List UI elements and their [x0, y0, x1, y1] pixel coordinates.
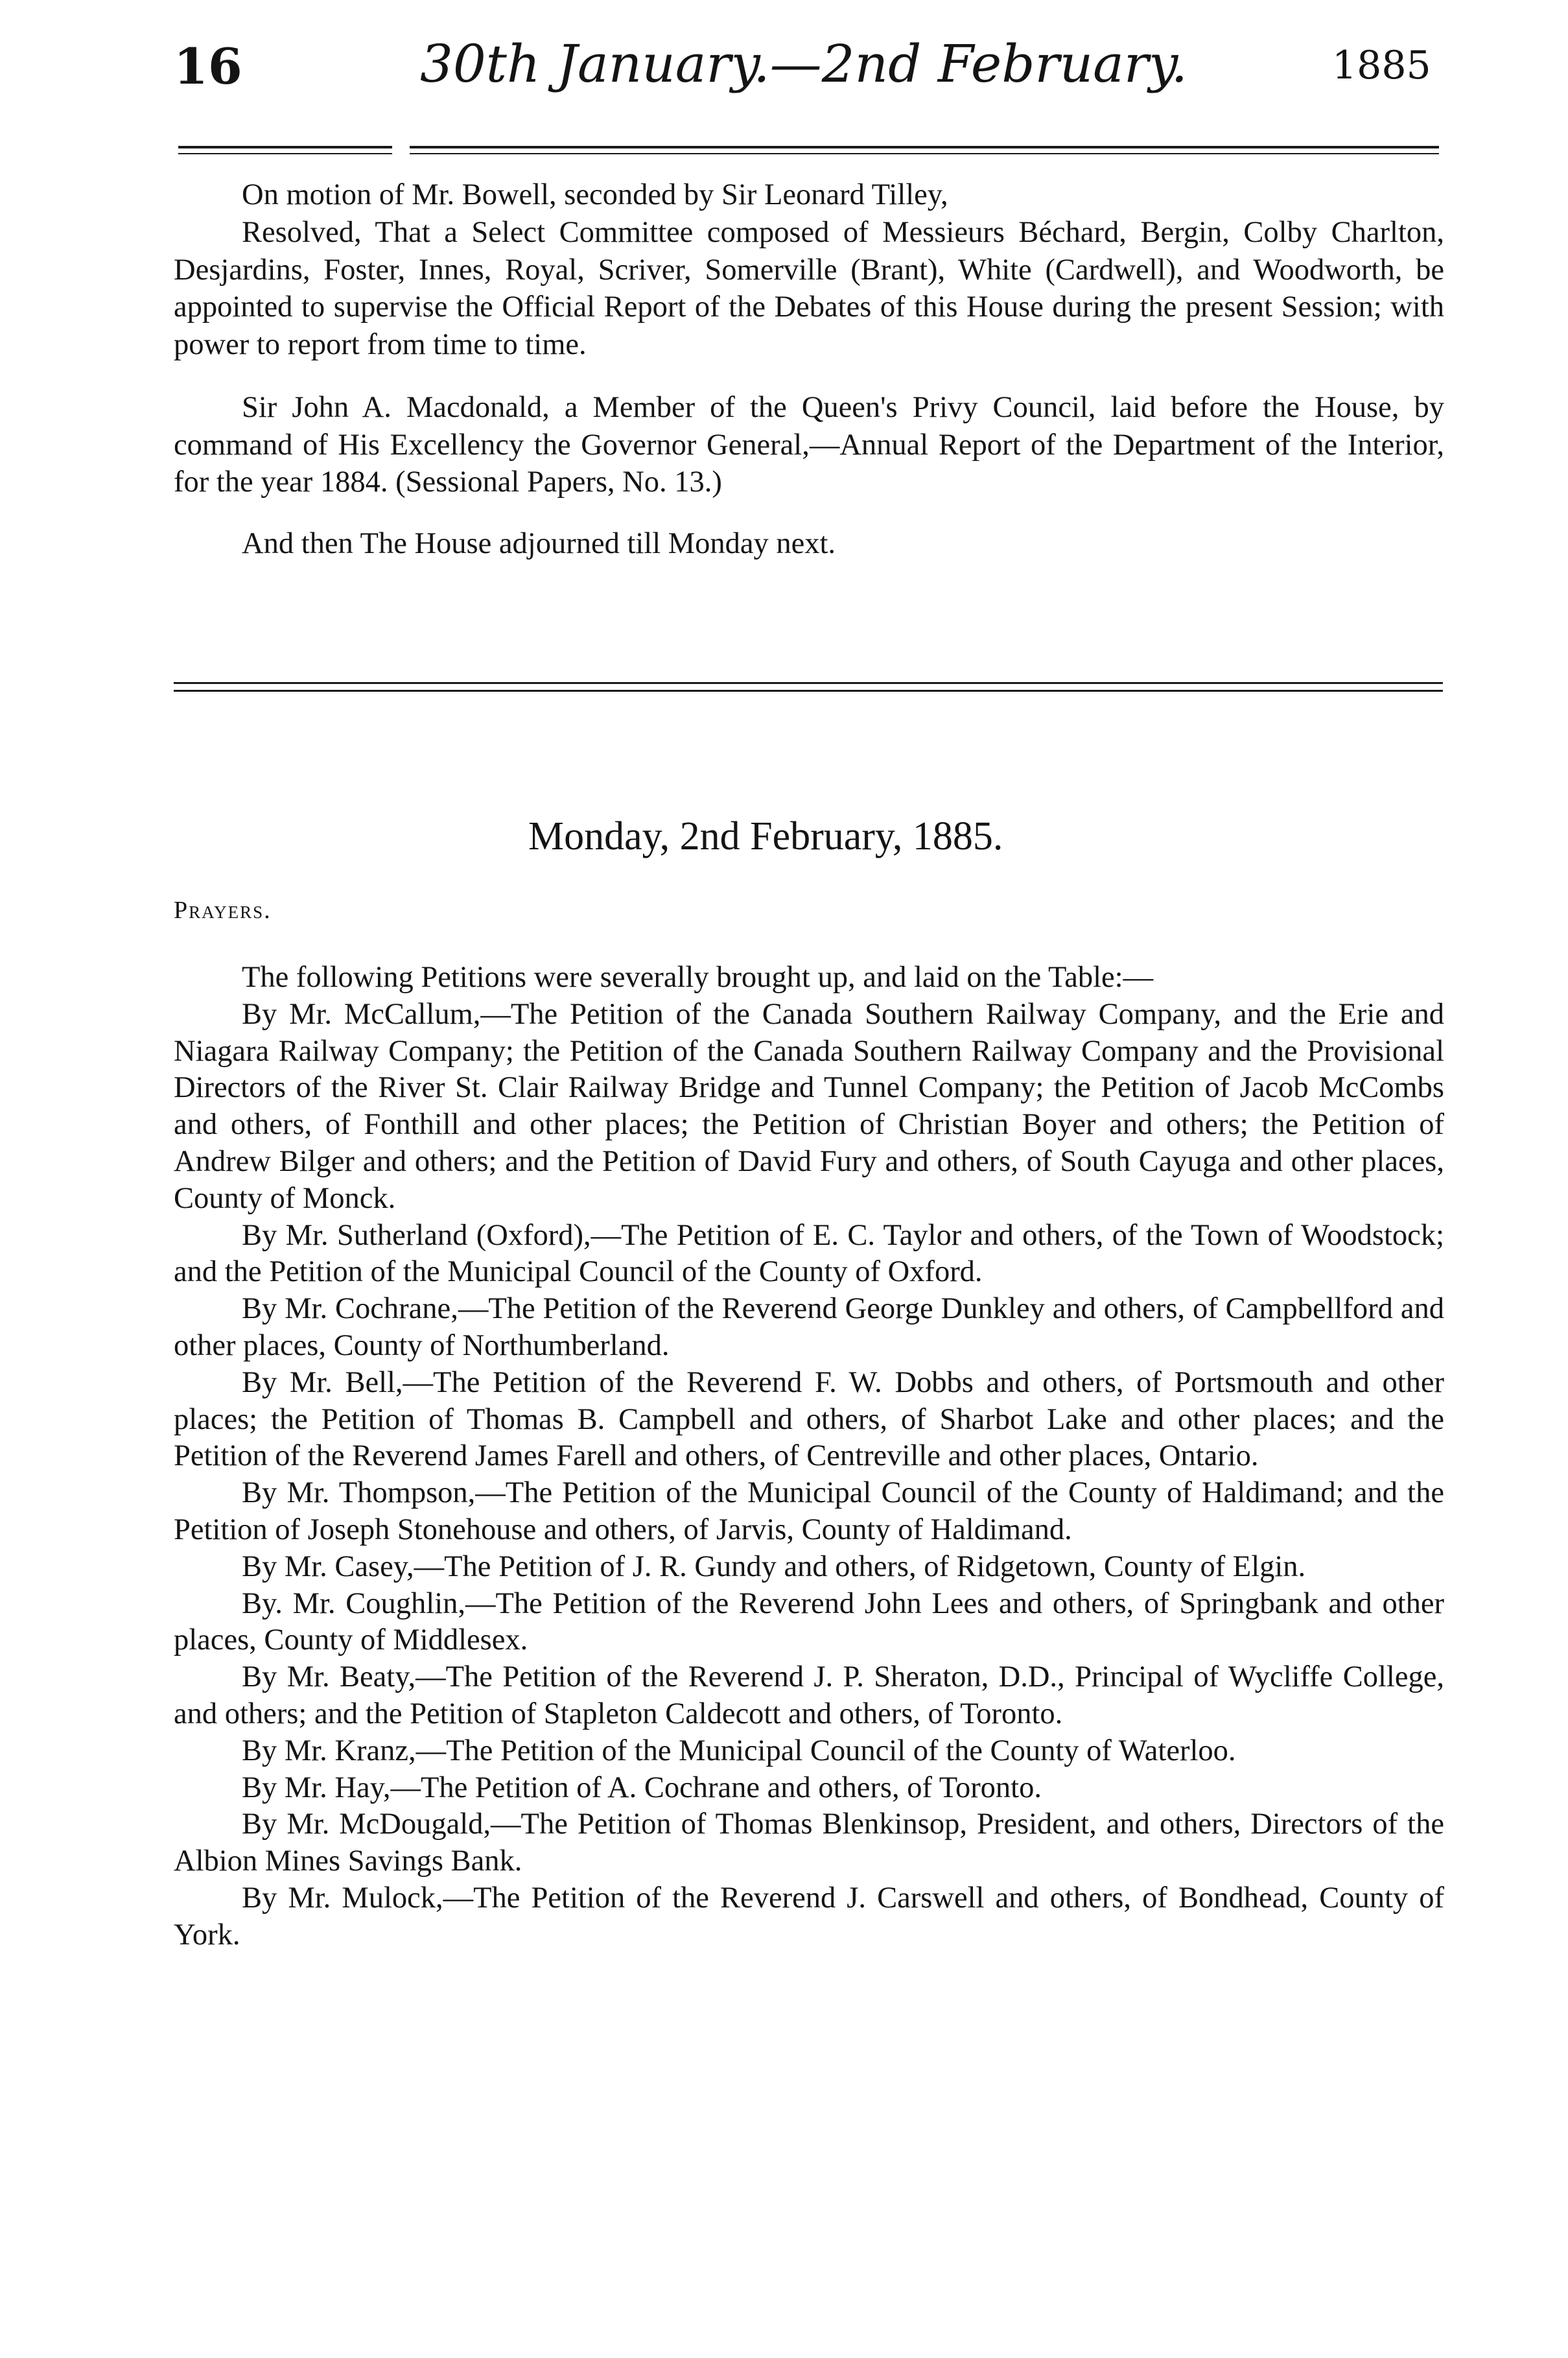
petition-item: By Mr. Kranz,—The Petition of the Municipal Council of the County of Waterloo. — [242, 1734, 1236, 1767]
page-number: 16 — [174, 38, 242, 95]
petition-item: By Mr. McDougald,—The Petition of Thomas Blenkinsop, President, and others, Directors of the Albion Mines Savings Bank. — [174, 1808, 1444, 1878]
petition-item: By Mr. Beaty,—The Petition of the Reverend J. P. Sheraton, D.D., Principal of Wycliffe College, and others; and the Petition of Stapleton Caldecott and others, of Toronto. — [174, 1660, 1444, 1730]
petitions-section — [174, 960, 1444, 1954]
header-rule-long-lower — [410, 153, 1439, 154]
petition-item: By Mr. Casey,—The Petition of J. R. Gundy and others, of Ridgetown, County of Elgin. — [242, 1550, 1306, 1583]
petition-item: By Mr. Sutherland (Oxford),—The Petition of E. C. Taylor and others, of the Town of Woodstock; and the Petition of the Municipal Council of the County of Oxford. — [174, 1218, 1444, 1289]
section-rule-top — [174, 682, 1443, 684]
petition-item: By Mr. Mulock,—The Petition of the Reverend J. Carswell and others, of Bondhead, County of York. — [174, 1881, 1444, 1951]
header-year: 1885 — [1332, 43, 1431, 88]
petition-item: By Mr. Cochrane,—The Petition of the Reverend George Dunkley and others, of Campbellford and other places, County of Northumberland. — [174, 1292, 1444, 1362]
header-rule-long — [410, 146, 1439, 148]
petitions-intro: The following Petitions were severally brought up, and laid on the Table:— — [242, 961, 1154, 994]
sitting-date-heading: Monday, 2nd February, 1885. — [528, 814, 1003, 858]
prayers-label: Prayers. — [174, 897, 272, 924]
petition-item: By Mr. Hay,—The Petition of A. Cochrane and others, of Toronto. — [242, 1771, 1042, 1804]
petition-item: By Mr. McCallum,—The Petition of the Canada Southern Railway Company, and the Erie and Niagara Railway Company; the Petition of the Canada Southern Railway Company and the Provisional Directors of the River St. Clair Railway Bridge and Tunnel Company; the Petition of Jacob McCombs and others, of Fonthill and other places; the Petition of Christian Boyer and others; the Petition of Andrew Bilger and others; and the Petition of David Fury and others, of South Cayuga and other places, County of Monck. — [174, 997, 1444, 1215]
section-rule-bottom — [174, 690, 1443, 692]
petition-item: By Mr. Thompson,—The Petition of the Municipal Council of the County of Haldimand; and the Petition of Joseph Stonehouse and others, of Jarvis, County of Haldimand. — [174, 1476, 1444, 1546]
header-rule-short-lower — [178, 153, 392, 154]
petition-item: By. Mr. Coughlin,—The Petition of the Reverend John Lees and others, of Springbank and other places, County of Middlesex. — [174, 1586, 1444, 1657]
running-title: 30th January.—2nd February. — [420, 34, 1188, 94]
adjournment-line: And then The House adjourned till Monday next. — [242, 527, 836, 560]
header-rule-short — [178, 146, 392, 148]
petition-item: By Mr. Bell,—The Petition of the Reverend F. W. Dobbs and others, of Portsmouth and other places; the Petition of Thomas B. Campbell and others, of Sharbot Lake and other places; and the Petition of the Reverend James Farell and others, of Centreville and other places, Ontario. — [174, 1365, 1444, 1473]
motion-line: On motion of Mr. Bowell, seconded by Sir Leonard Tilley, — [242, 178, 948, 211]
resolved-paragraph: Resolved, That a Select Committee composed of Messieurs Béchard, Bergin, Colby Charlton, Desjardins, Foster, Innes, Royal, Scriver, Somerville (Brant), White (Cardwell), and Woodworth, be appointed to supervise the Official Report of the Debates of this House during the present Session; with power to report from time to time. — [174, 216, 1444, 361]
report-paragraph: Sir John A. Macdonald, a Member of the Queen's Privy Council, laid before the House, by command of His Excellency the Governor General,—Annual Report of the Department of the Interior, for the year 1884. (Sessional Papers, No. 13.) — [174, 391, 1444, 499]
